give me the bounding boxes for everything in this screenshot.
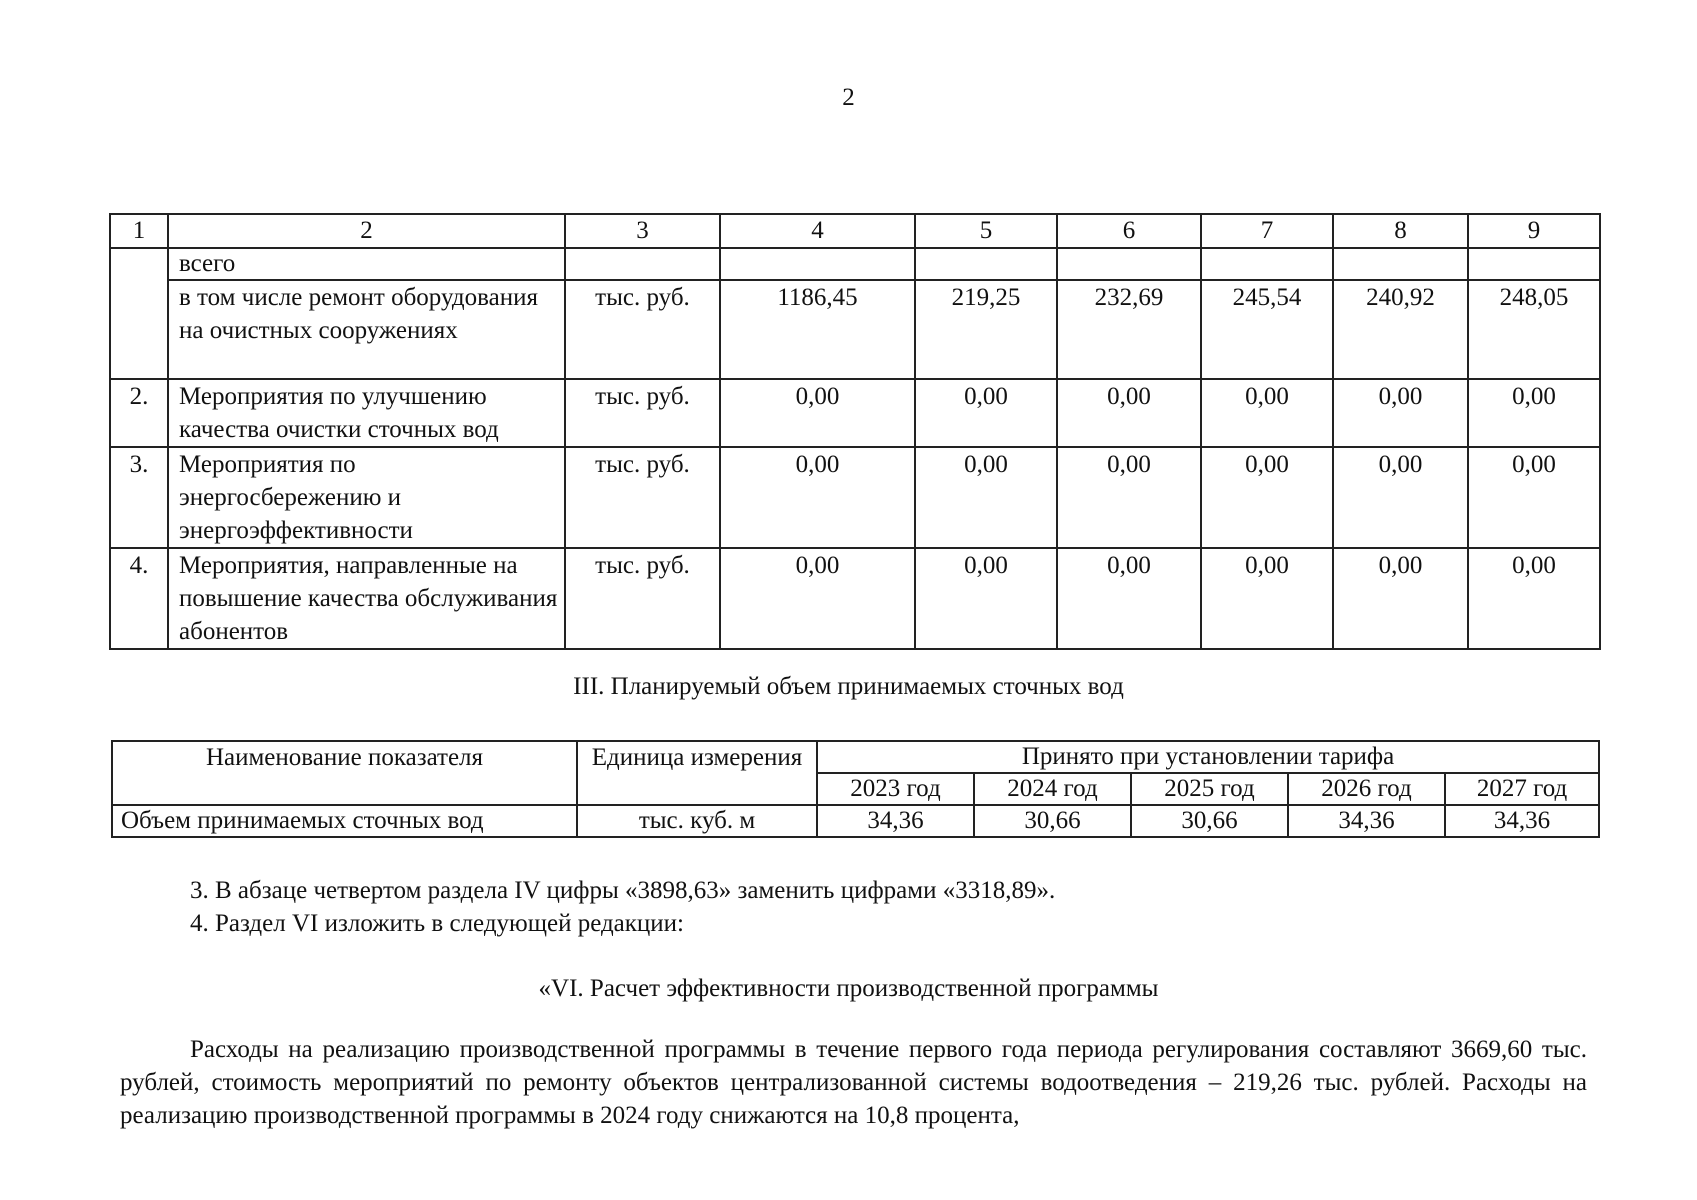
row-name: в том числе ремонт оборудования на очистных сооружениях (168, 280, 565, 379)
cell-value: 0,00 (1333, 548, 1468, 649)
column-header-name: Наименование показателя (112, 741, 577, 805)
table-row (110, 447, 1600, 548)
column-number: 9 (1468, 214, 1600, 248)
table-header-row (110, 214, 1600, 248)
row-number (110, 248, 168, 379)
cell-value: 0,00 (1333, 379, 1468, 447)
item-4-text: 4. Раздел VI изложить в следующей редакции: (190, 910, 685, 937)
column-number: 7 (1201, 214, 1333, 248)
column-number: 1 (110, 214, 168, 248)
cell-value: 0,00 (1057, 379, 1201, 447)
column-header-year: 2027 год (1445, 773, 1599, 805)
cell-value: 0,00 (1201, 548, 1333, 649)
cell-value: 0,00 (915, 548, 1057, 649)
cell-value: 34,36 (1288, 805, 1445, 837)
column-number: 2 (168, 214, 565, 248)
cell-value: 0,00 (720, 548, 915, 649)
row-name: Мероприятия по энергосбережению и энергоэффективности (168, 447, 565, 548)
table-row (110, 379, 1600, 447)
row-name: Мероприятия, направленные на повышение качества обслуживания абонентов (168, 548, 565, 649)
row-unit: тыс. руб. (565, 548, 720, 649)
column-number: 8 (1333, 214, 1468, 248)
row-unit: тыс. руб. (565, 280, 720, 379)
item-3-text: 3. В абзаце четвертом раздела IV цифры «3898,63» заменить цифрами «3318,89». (190, 877, 1056, 904)
cell-value: 0,00 (720, 447, 915, 548)
row-name: Объем принимаемых сточных вод (112, 805, 577, 837)
table-row (110, 248, 1600, 280)
column-number: 5 (915, 214, 1057, 248)
column-header-year: 2023 год (817, 773, 974, 805)
cell-value: 30,66 (974, 805, 1131, 837)
measures-table (109, 213, 1601, 650)
cell-value: 0,00 (1333, 447, 1468, 548)
cell-value: 34,36 (817, 805, 974, 837)
row-unit: тыс. руб. (565, 379, 720, 447)
cell-value: 0,00 (1201, 379, 1333, 447)
cell-value: 0,00 (915, 447, 1057, 548)
cell-value: 0,00 (1468, 379, 1600, 447)
column-header-group: Принято при установлении тарифа (817, 741, 1599, 773)
cell-value: 0,00 (1057, 548, 1201, 649)
body-paragraph: Расходы на реализацию производственной программы в течение первого года периода регулирования составляют 3669,60 тыс. рублей, стоимость мероприятий по ремонту объектов централизованной системы водоотведения – 219,26 тыс. рублей. Расходы на реализацию производственной программы в 2024 году снижаются на 10,8 процента, (120, 1036, 1587, 1129)
column-number: 6 (1057, 214, 1201, 248)
cell-value: 1186,45 (720, 280, 915, 379)
cell-value: 232,69 (1057, 280, 1201, 379)
column-header-year: 2025 год (1131, 773, 1288, 805)
cell-value: 0,00 (1468, 548, 1600, 649)
column-number: 3 (565, 214, 720, 248)
table-header-row (112, 741, 1599, 773)
cell-value: 34,36 (1445, 805, 1599, 837)
cell-value: 219,25 (915, 280, 1057, 379)
cell-value: 240,92 (1333, 280, 1468, 379)
cell-value: 0,00 (720, 379, 915, 447)
row-unit: тыс. куб. м (577, 805, 817, 837)
row-name: Мероприятия по улучшению качества очистки сточных вод (168, 379, 565, 447)
cell-value: 0,00 (1468, 447, 1600, 548)
section-6-title: «VI. Расчет эффективности производственной программы (538, 975, 1159, 1002)
cell-value: 0,00 (1057, 447, 1201, 548)
row-number: 2. (110, 379, 168, 447)
section-3-title: III. Планируемый объем принимаемых сточных вод (573, 673, 1124, 700)
table-row (112, 805, 1599, 837)
column-header-year: 2024 год (974, 773, 1131, 805)
row-total-label: всего (168, 248, 565, 280)
column-number: 4 (720, 214, 915, 248)
column-header-year: 2026 год (1288, 773, 1445, 805)
cell-value: 0,00 (915, 379, 1057, 447)
cell-value: 248,05 (1468, 280, 1600, 379)
table-row (110, 280, 1600, 379)
row-number: 4. (110, 548, 168, 649)
table-row (110, 548, 1600, 649)
row-unit: тыс. руб. (565, 447, 720, 548)
row-number: 3. (110, 447, 168, 548)
column-header-unit: Единица измерения (577, 741, 817, 805)
wastewater-volume-table (111, 740, 1600, 838)
page-number: 2 (842, 84, 855, 111)
cell-value: 30,66 (1131, 805, 1288, 837)
cell-value: 0,00 (1201, 447, 1333, 548)
cell-value: 245,54 (1201, 280, 1333, 379)
